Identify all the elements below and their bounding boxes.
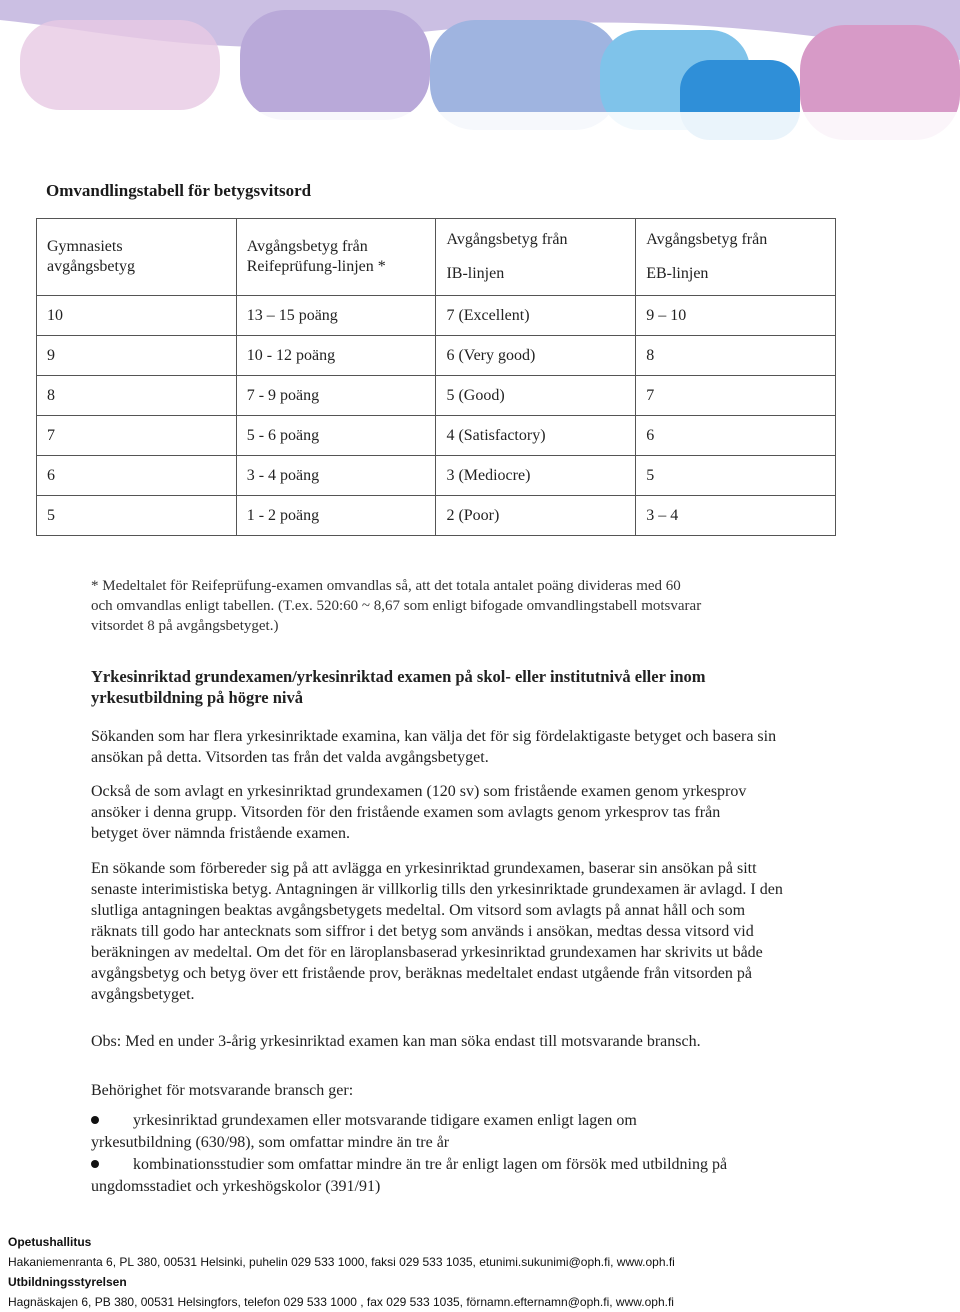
table-cell: 7: [636, 376, 836, 416]
footer-org-fi: Opetushallitus: [8, 1235, 92, 1249]
table-cell: 6: [37, 456, 237, 496]
list-item: yrkesinriktad grundexamen eller motsvarande tidigare examen enligt lagen om yrkesutbildning (630/98), som omfattar mindre än tre år: [91, 1112, 637, 1151]
table-cell: 5: [636, 456, 836, 496]
header-cell-reifeprufung: Avgångsbetyg från Reifeprüfung-linjen *: [236, 219, 436, 296]
table-cell: 5 - 6 poäng: [236, 416, 436, 456]
table-cell: 4 (Satisfactory): [436, 416, 636, 456]
table-row: [37, 376, 836, 416]
table-cell: 8: [37, 376, 237, 416]
table-cell: 3 – 4: [636, 496, 836, 536]
table-cell: 3 (Mediocre): [436, 456, 636, 496]
banner-block-1: [20, 20, 220, 110]
paragraph-interim-certificate: En sökande som förbereder sig på att avlägga en yrkesinriktad grundexamen, baserar sin ansökan på sitt senaste interimistiska betyg. Antagningen är villkorlig tills den yrkesinriktade grundexamen är avlagd. I den slutliga antagningen beaktas avgångsbetygets medeltal. Om vitsord som avlagts på annat håll och som räknats till godo har antecknats som siffror i det betyg som används i ansökan, medtas dessa vitsord vid beräkningen av medeltal. Om det för en läroplansbaserad yrkesinriktad grundexamen har skrivits ut både avgångsbetyg och betyg över ett fristående prov, beräknas medeltalet endast utgående från vitsorden på avgångsbetyget.: [91, 860, 783, 1003]
table-row: [37, 336, 836, 376]
paragraph-independent-exam: Också de som avlagt en yrkesinriktad grundexamen (120 sv) som fristående examen genom yrkesprov ansöker i denna grupp. Vitsorden för den fristående examen som avlagts genom yrkesprov tas från betyget över nämnda fristående examen.: [91, 783, 747, 842]
header-cell-ib: Avgångsbetyg från IB-linjen: [436, 219, 636, 296]
table-cell: 8: [636, 336, 836, 376]
table-cell: 10: [37, 296, 237, 336]
table-cell: 5 (Good): [436, 376, 636, 416]
table-cell: 9 – 10: [636, 296, 836, 336]
grade-conversion-table: [36, 218, 836, 536]
banner-fade: [0, 112, 960, 140]
eligibility-list: [91, 1110, 881, 1198]
table-cell: 7 (Excellent): [436, 296, 636, 336]
table-cell: 1 - 2 poäng: [236, 496, 436, 536]
table-cell: 10 - 12 poäng: [236, 336, 436, 376]
eligibility-intro: Behörighet för motsvarande bransch ger:: [91, 1082, 354, 1099]
page-title: Omvandlingstabell för betygsvitsord: [46, 181, 312, 200]
table-row: [37, 456, 836, 496]
table-footnote: * Medeltalet för Reifeprüfung-examen omvandlas så, att det totala antalet poäng divideras med 60 och omvandlas enligt tabellen. (T.ex. 520:60 ~ 8,67 som enligt bifogade omvandlingstabell motsvarar vitsordet 8 på avgångsbetyget.): [91, 578, 702, 634]
table-row: [37, 416, 836, 456]
table-row: [37, 296, 836, 336]
footer-org-sv: Utbildningsstyrelsen: [8, 1275, 127, 1289]
header-cell-gymnasium: Gymnasiets avgångsbetyg: [37, 219, 237, 296]
footer-address-fi: Hakaniemenranta 6, PL 380, 00531 Helsinki, puhelin 029 533 1000, faksi 029 533 1035, etunimi.sukunimi@oph.fi, www.oph.fi: [8, 1255, 675, 1269]
banner-block-2: [240, 10, 430, 120]
header-cell-eb: Avgångsbetyg från EB-linjen: [636, 219, 836, 296]
table-cell: 6 (Very good): [436, 336, 636, 376]
table-cell: 7: [37, 416, 237, 456]
table-cell: 6: [636, 416, 836, 456]
table-cell: 3 - 4 poäng: [236, 456, 436, 496]
list-item: kombinationsstudier som omfattar mindre än tre år enligt lagen om försök med utbildning på ungdomsstadiet och yrkeshögskolor (391/91): [91, 1156, 728, 1195]
footer-address-sv: Hagnäskajen 6, PB 380, 00531 Helsingfors, telefon 029 533 1000 , fax 029 533 1035, förnamn.efternamn@oph.fi, www.oph.fi: [8, 1295, 674, 1309]
obs-note: Obs: Med en under 3-årig yrkesinriktad examen kan man söka endast till motsvarande bransch.: [91, 1033, 701, 1050]
table-cell: 13 – 15 poäng: [236, 296, 436, 336]
table-row: [37, 496, 836, 536]
section-heading: Yrkesinriktad grundexamen/yrkesinriktad examen på skol- eller institutnivå eller inom yrkesutbildning på högre nivå: [91, 667, 706, 707]
table-header-row: [37, 219, 836, 296]
table-cell: 9: [37, 336, 237, 376]
decorative-banner: [0, 0, 960, 140]
paragraph-multiple-degrees: Sökanden som har flera yrkesinriktade examina, kan välja det för sig fördelaktigaste betyget och basera sin ansökan på detta. Vitsorden tas från det valda avgångsbetyget.: [91, 728, 777, 766]
table-cell: 7 - 9 poäng: [236, 376, 436, 416]
page-footer: [8, 1232, 948, 1312]
table-cell: 5: [37, 496, 237, 536]
bullet-icon: [91, 1160, 99, 1168]
table-cell: 2 (Poor): [436, 496, 636, 536]
bullet-icon: [91, 1116, 99, 1124]
